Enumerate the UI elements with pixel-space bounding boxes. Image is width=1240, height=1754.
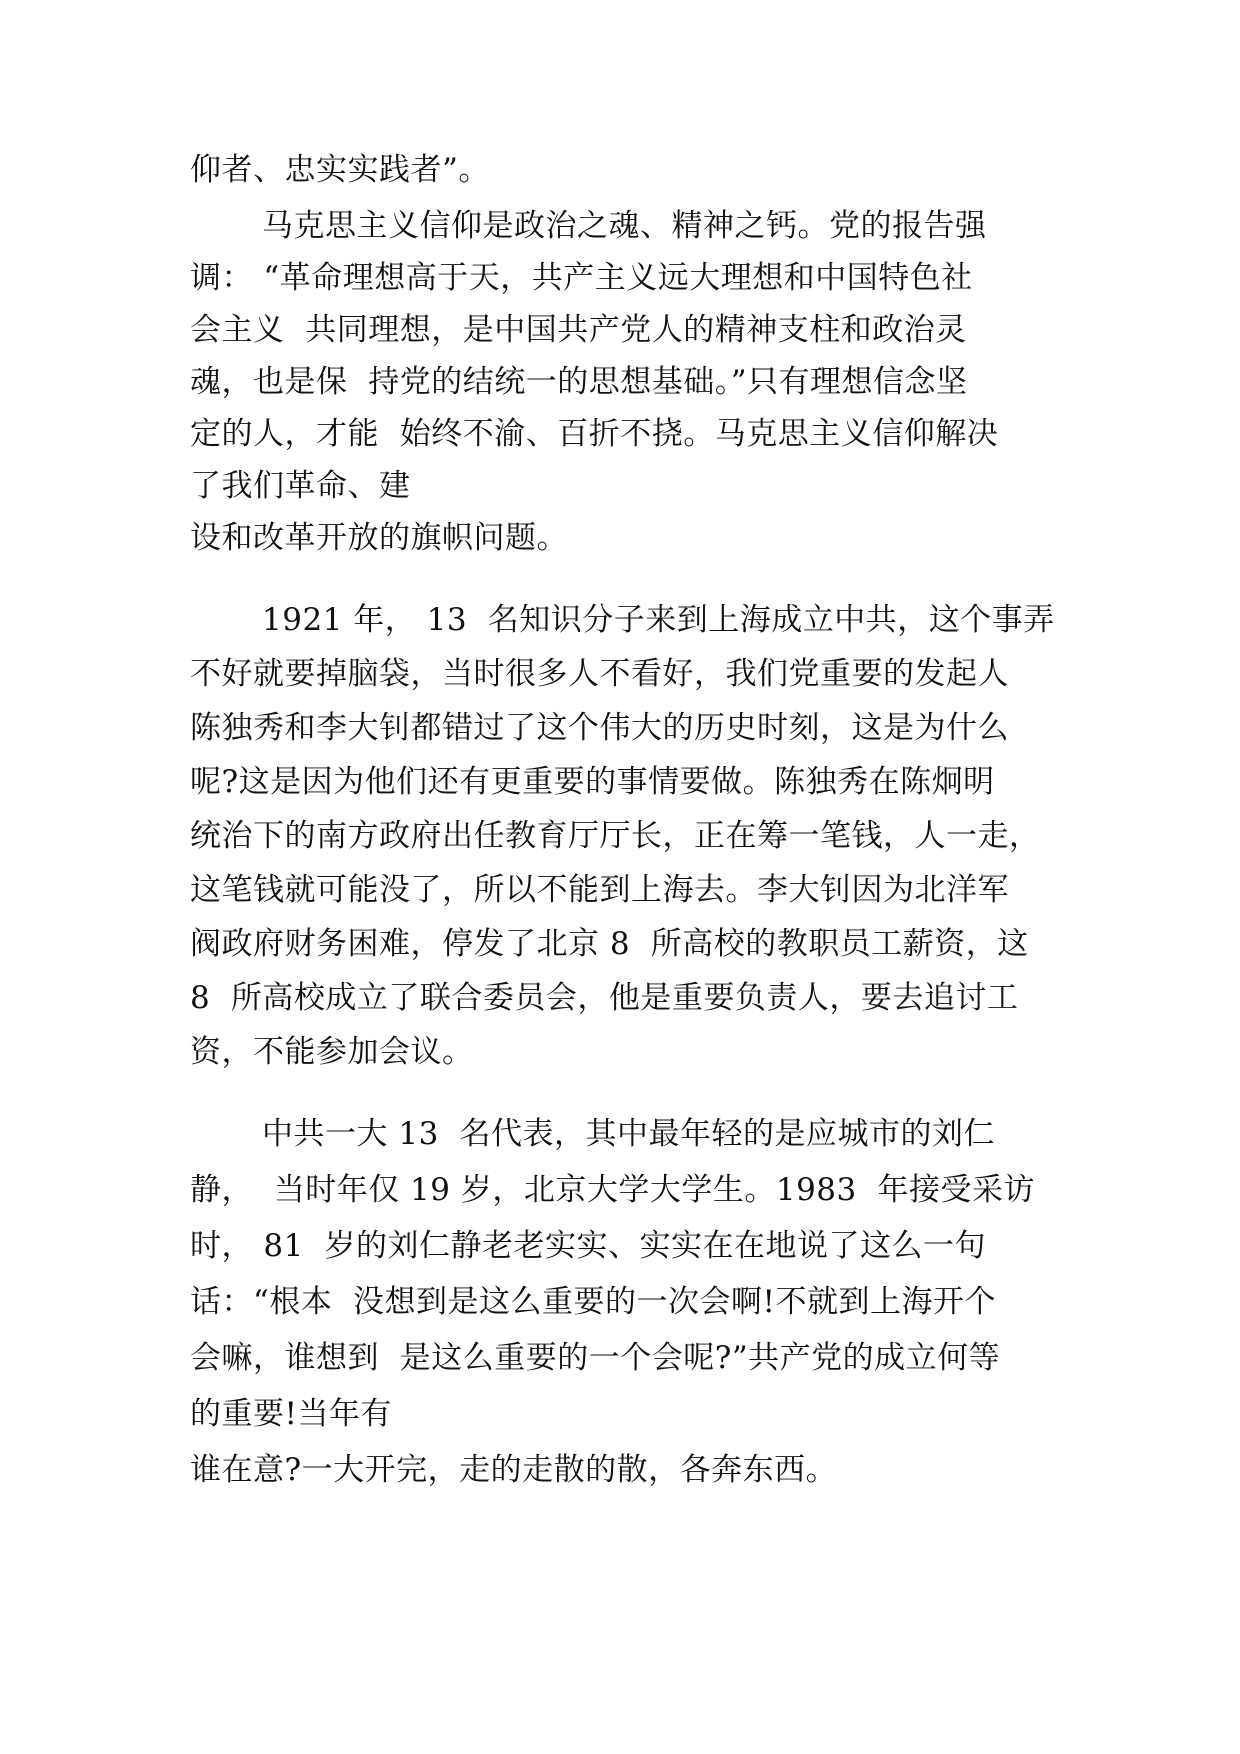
text-line: 不好就要掉脑袋，当时很多人不看好，我们党重要的发起人	[190, 656, 1009, 692]
text-line: 资，不能参加会议。	[190, 1034, 474, 1070]
text-line: 调： “革命理想高于天，共产主义远大理想和中国特色社	[190, 260, 973, 296]
text-line: 了我们革命、建	[190, 468, 411, 504]
text-line: 会主义 共同理想，是中国共产党人的精神支柱和政治灵	[190, 312, 967, 348]
text-line: 静， 当时年仅 19 岁，北京大学大学生。1983 年接受采访	[190, 1172, 1035, 1208]
text-line: 仰者、忠实实践者”。	[190, 152, 490, 188]
text-line: 魂，也是保 持党的结统一的思想基础。”只有理想信念坚	[190, 364, 968, 400]
text-line: 定的人，才能 始终不渝、百折不挠。马克思主义信仰解决	[190, 416, 999, 452]
text-line: 时， 81 岁的刘仁静老老实实、实实在在地说了这么一句	[190, 1228, 987, 1264]
text-line: 陈独秀和李大钊都错过了这个伟大的历史时刻，这是为什么	[190, 710, 1009, 746]
text-line: 会嘛，谁想到 是这么重要的一个会呢?”共产党的成立何等	[190, 1340, 1001, 1376]
text-line: 统治下的南方政府出任教育厅厅长，正在筹一笔钱，人一走，	[190, 818, 1041, 854]
text-line: 的重要!当年有	[190, 1396, 392, 1432]
text-line: 设和改革开放的旗帜问题。	[190, 520, 568, 556]
paragraph-first-line: 中共一大 13 名代表，其中最年轻的是应城市的刘仁	[262, 1116, 996, 1152]
text-line: 话：“根本 没想到是这么重要的一次会啊!不就到上海开个	[190, 1284, 997, 1320]
text-line: 8 所高校成立了联合委员会，他是重要负责人，要去追讨工	[190, 980, 1019, 1016]
text-line: 这笔钱就可能没了，所以不能到上海去。李大钊因为北洋军	[190, 872, 1009, 908]
text-line: 谁在意?一大开完，走的走散的散，各奔东西。	[190, 1452, 838, 1488]
text-line: 呢?这是因为他们还有更重要的事情要做。陈独秀在陈炯明	[190, 764, 995, 800]
paragraph-first-line: 1921 年， 13 名知识分子来到上海成立中共，这个事弄	[262, 602, 1055, 638]
text-line: 阀政府财务困难，停发了北京 8 所高校的教职员工薪资，这	[190, 926, 1029, 962]
paragraph-first-line: 马克思主义信仰是政治之魂、精神之钙。党的报告强	[262, 208, 987, 244]
